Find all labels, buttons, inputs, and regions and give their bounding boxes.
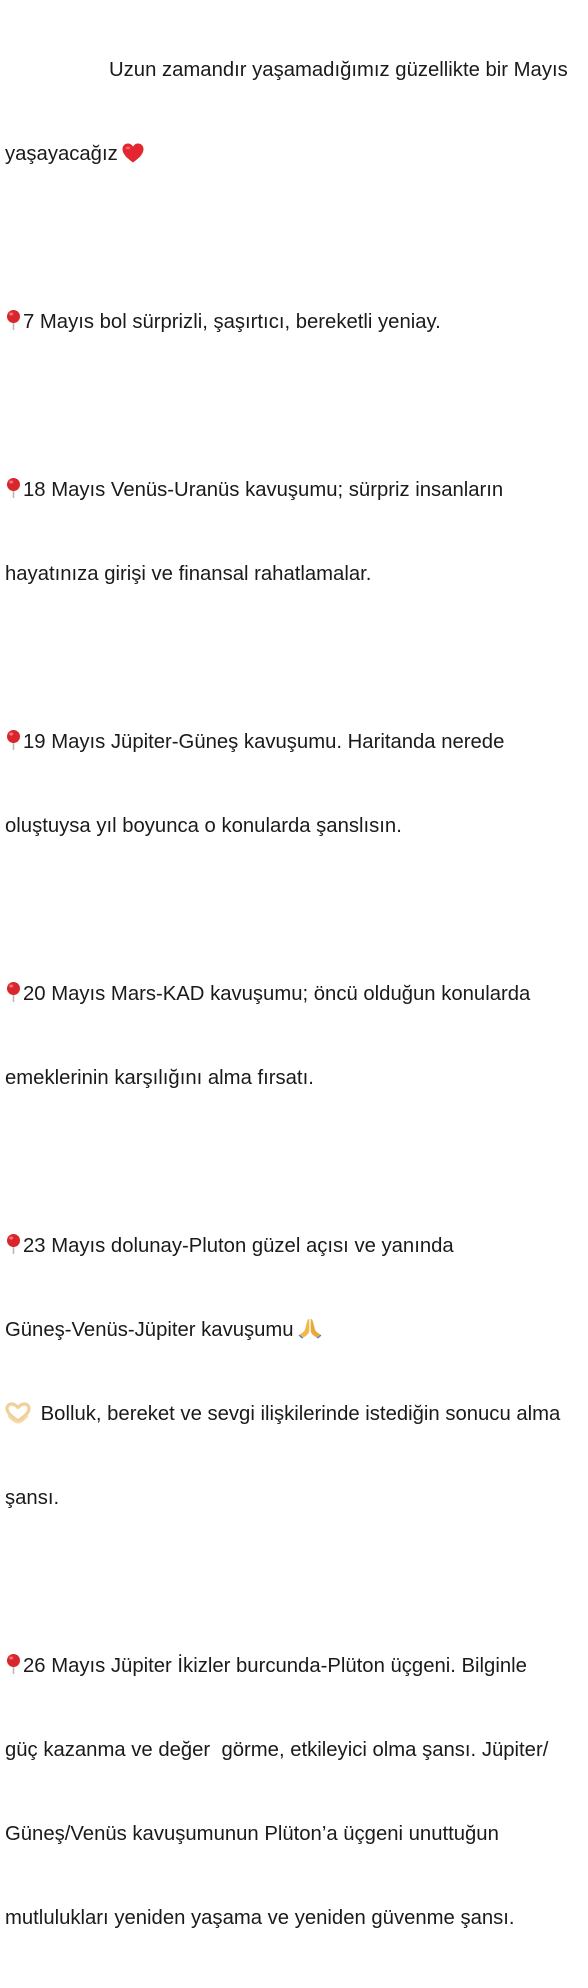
- intro-line-1: Uzun zamandır yaşamadığımız güzellikte bir Mayıs: [109, 59, 568, 81]
- spacer: [5, 1568, 585, 1596]
- red-balloon-pin-icon: [5, 477, 22, 499]
- item-23-mayis: [5, 1176, 585, 1568]
- item-line: [5, 476, 585, 504]
- red-balloon-pin-icon: [5, 309, 22, 331]
- item-text: güç kazanma ve değer görme, etkileyici olma şansı. Jüpiter/: [5, 1739, 549, 1761]
- spacer: [5, 644, 585, 672]
- item-text: Güneş/Venüs kavuşumunun Plüton’a üçgeni unuttuğun: [5, 1823, 499, 1845]
- post-text: [5, 0, 585, 1988]
- item-7-mayis: [5, 252, 585, 392]
- item-line: [5, 980, 585, 1008]
- item-text: 19 Mayıs Jüpiter-Güneş kavuşumu. Haritanda nerede: [23, 731, 505, 753]
- red-balloon-pin-icon: [5, 1653, 22, 1675]
- intro-paragraph: [5, 0, 585, 224]
- item-26-mayis: [5, 1596, 585, 1988]
- red-heart-icon: [121, 142, 145, 164]
- heart-hands-icon: [5, 1402, 31, 1424]
- item-line: [5, 1652, 585, 1680]
- item-text: oluştuysa yıl boyunca o konularda şanslısın.: [5, 815, 402, 837]
- item-text: mutlulukları yeniden yaşama ve yeniden güvenme şansı.: [5, 1907, 515, 1929]
- item-line: [5, 1400, 585, 1428]
- item-text: 23 Mayıs dolunay-Pluton güzel açısı ve yanında: [23, 1235, 454, 1257]
- item-text: 7 Mayıs bol sürprizli, şaşırtıcı, bereketli yeniay.: [23, 311, 441, 333]
- item-line: [5, 728, 585, 756]
- spacer: [5, 392, 585, 420]
- item-19-mayis: [5, 672, 585, 896]
- intro-line-2-text: yaşayacağız: [5, 143, 118, 165]
- item-18-mayis: [5, 420, 585, 644]
- item-line: [5, 1316, 585, 1344]
- spacer: [5, 896, 585, 924]
- item-text: Güneş-Venüs-Jüpiter kavuşumu: [5, 1319, 294, 1341]
- red-balloon-pin-icon: [5, 729, 22, 751]
- item-text: Bolluk, bereket ve sevgi ilişkilerinde istediğin sonucu alma: [35, 1403, 561, 1425]
- item-text: hayatınıza girişi ve finansal rahatlamalar.: [5, 563, 372, 585]
- item-text: 26 Mayıs Jüpiter İkizler burcunda-Plüton üçgeni. Bilginle: [23, 1655, 527, 1677]
- item-line: [5, 308, 585, 336]
- item-text: 18 Mayıs Venüs-Uranüs kavuşumu; sürpriz insanların: [23, 479, 504, 501]
- item-20-mayis: [5, 924, 585, 1148]
- item-text: 20 Mayıs Mars-KAD kavuşumu; öncü olduğun konularda: [23, 983, 531, 1005]
- red-balloon-pin-icon: [5, 981, 22, 1003]
- intro-line-2: [5, 140, 585, 168]
- item-line: [5, 1232, 585, 1260]
- spacer: [5, 224, 585, 252]
- item-text: emeklerinin karşılığını alma fırsatı.: [5, 1067, 314, 1089]
- praying-hands-icon: [298, 1317, 322, 1339]
- spacer: [5, 1148, 585, 1176]
- red-balloon-pin-icon: [5, 1233, 22, 1255]
- item-text: şansı.: [5, 1487, 60, 1509]
